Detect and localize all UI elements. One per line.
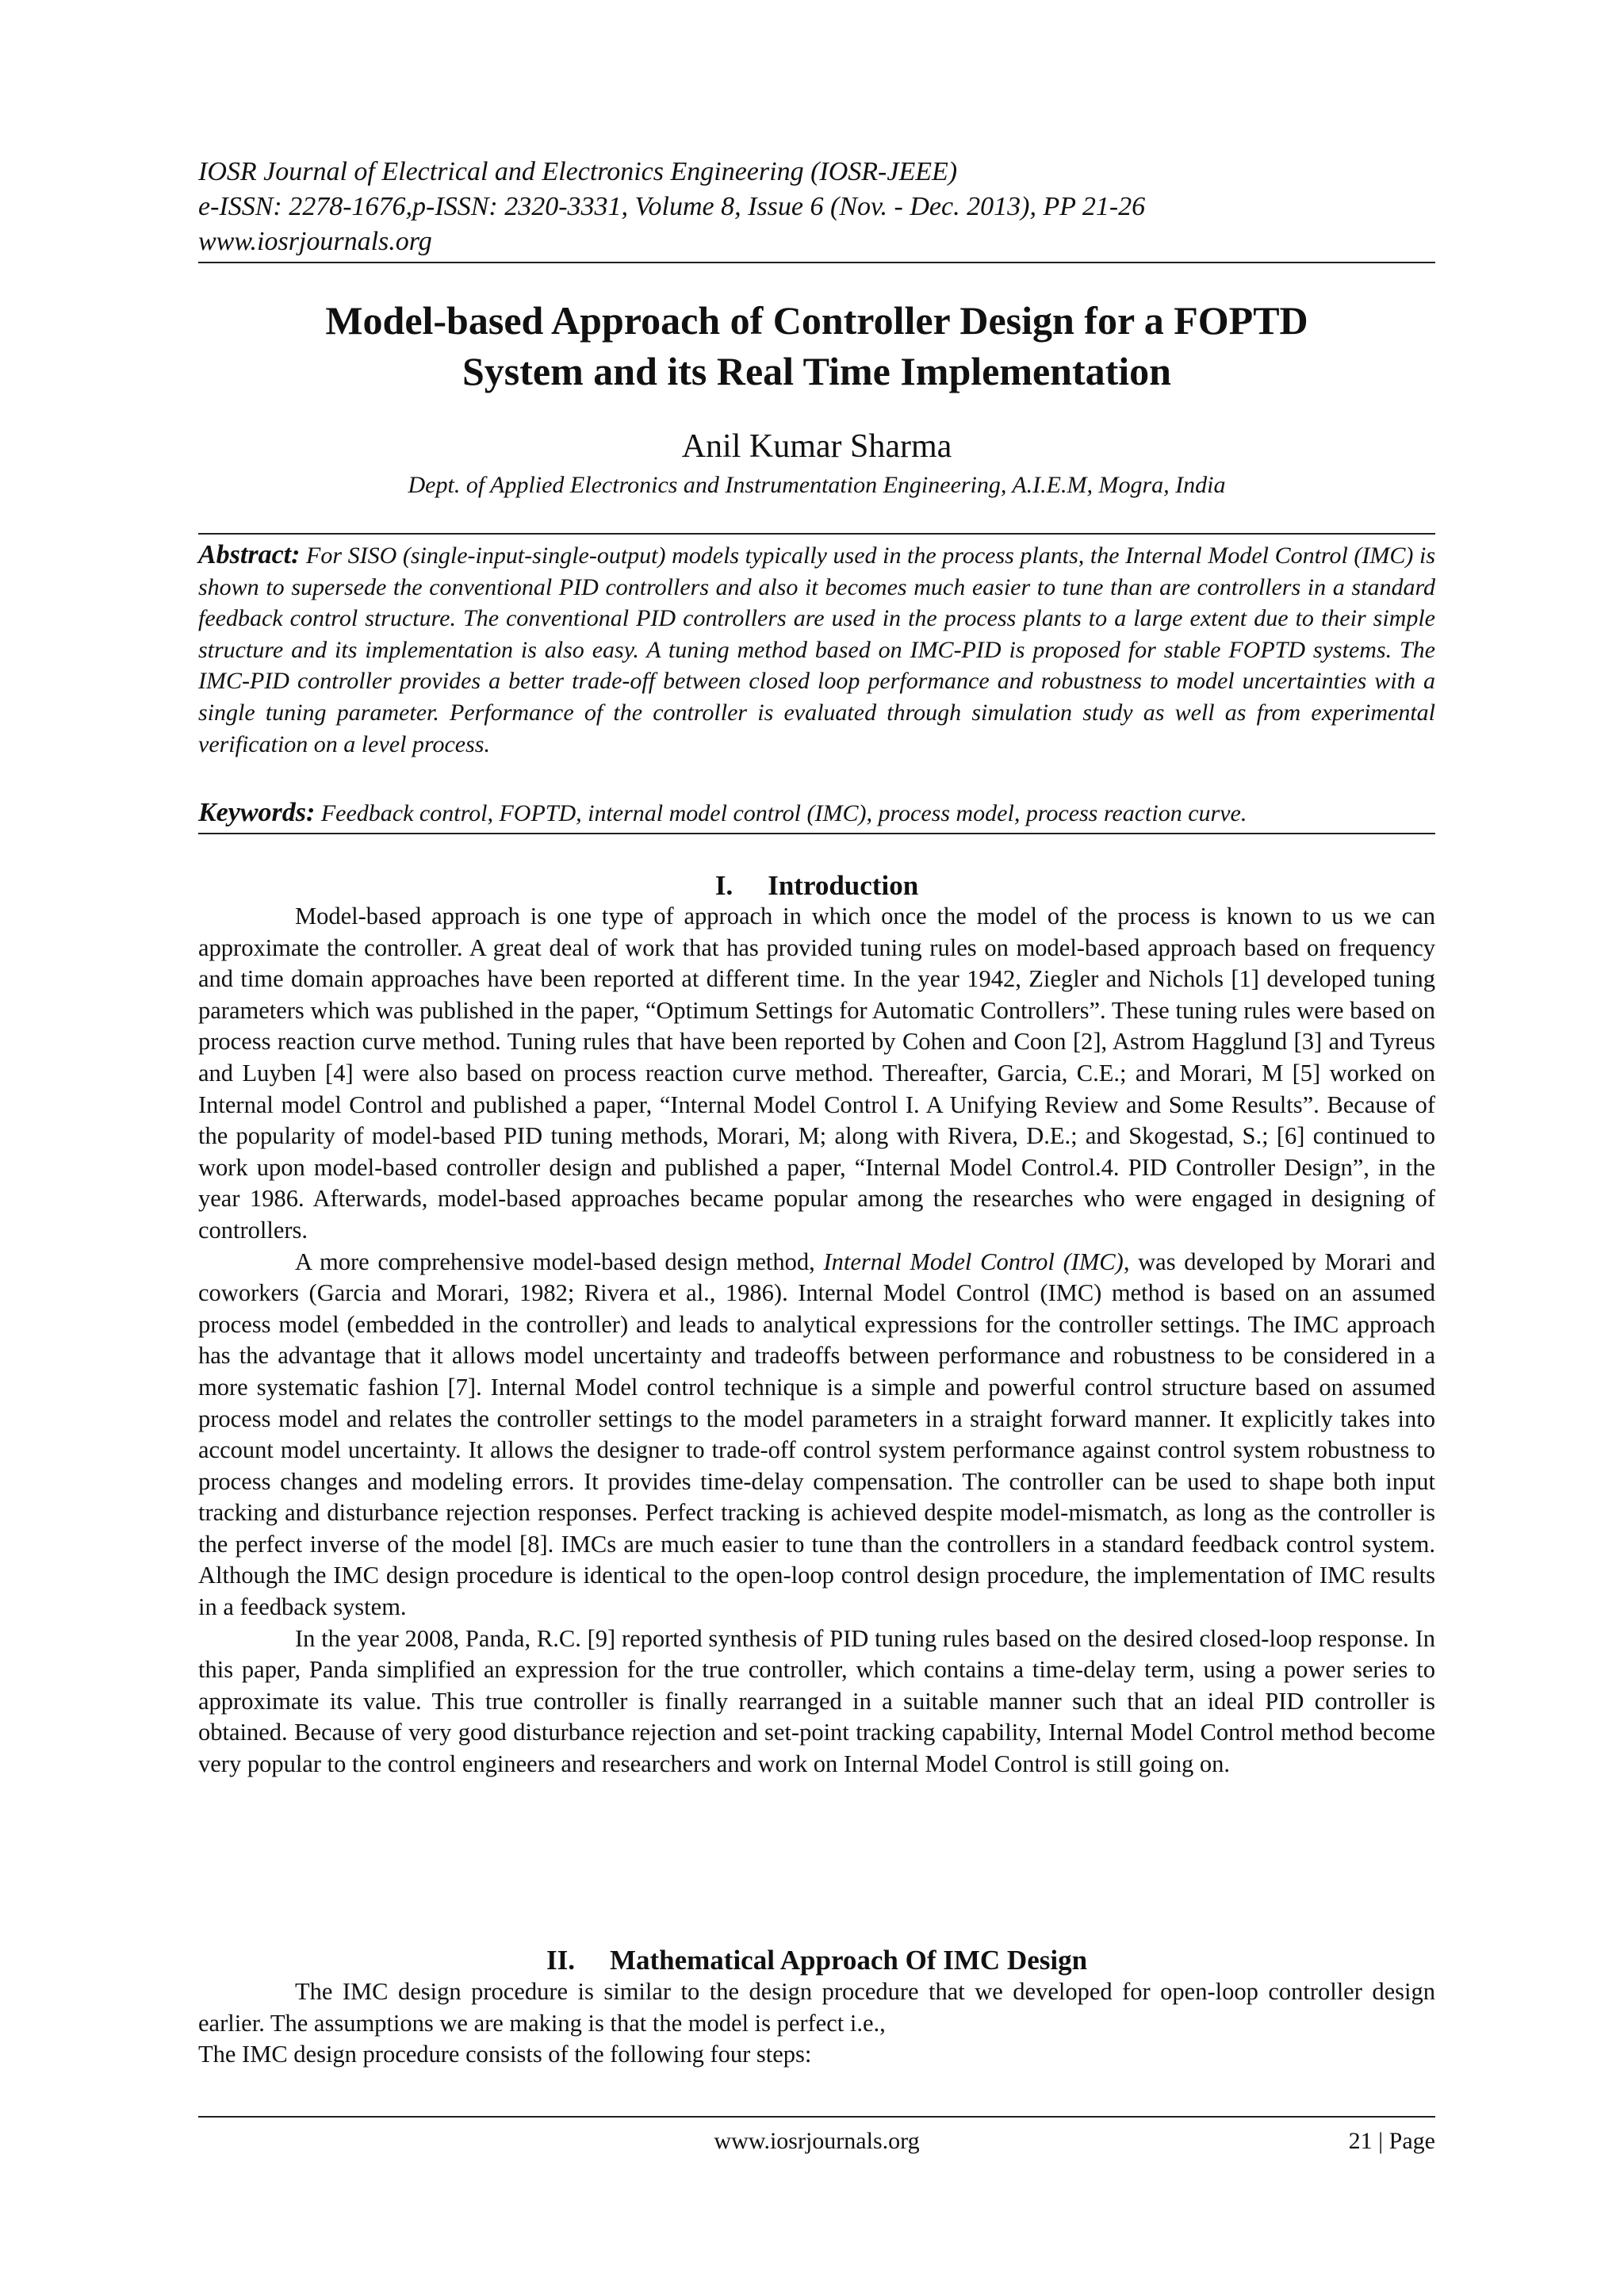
title-line-2: System and its Real Time Implementation: [462, 349, 1171, 393]
issn-line: e-ISSN: 2278-1676,p-ISSN: 2320-3331, Volume 8, Issue 6 (Nov. - Dec. 2013), PP 21-26: [198, 192, 1146, 221]
section-title: Mathematical Approach Of IMC Design: [609, 1945, 1088, 1976]
section2-body: [198, 1976, 1435, 2071]
abstract: [198, 539, 1435, 760]
header-rule: [198, 262, 1435, 263]
author-name: Anil Kumar Sharma: [681, 428, 952, 465]
title-line-1: Model-based Approach of Controller Design for a FOPTD: [325, 298, 1308, 343]
paper-page: [198, 0, 1435, 2296]
paragraph: Model-based approach is one type of approach in which once the model of the process is known to us we can approximate the controller. A great deal of work that has provided tuning rules on model-based approach based on frequency and time domain approaches have been reported at different time. In the year 1942, Ziegler and Nichols [1] developed tuning parameters which was published in the paper, “Optimum Settings for Automatic Controllers”. These tuning rules were based on process reaction curve method. Tuning rules that have been reported by Cohen and Coon [2], Astrom Hagglund [3] and Tyreus and Luyben [4] were also based on process reaction curve method. Thereafter, Garcia, C.E.; and Morari, M [5] worked on Internal model Control and published a paper, “Internal Model Control I. A Unifying Review and Some Results”. Because of the popularity of model-based PID tuning methods, Morari, M; along with Rivera, D.E.; and Skogestad, S.; [6] continued to work upon model-based controller design and published a paper, “Internal Model Control.4. PID Controller Design”, in the year 1986. Afterwards, model-based approaches became popular among the researches who were engaged in designing of controllers.: [198, 903, 1435, 1244]
journal-website: www.iosrjournals.org: [198, 227, 432, 256]
footer-rule: [198, 2116, 1435, 2118]
abstract-label: Abstract:: [198, 540, 301, 569]
introduction-body: [198, 901, 1435, 1780]
keywords-label: Keywords:: [198, 798, 316, 827]
abstract-bottom-rule: [198, 833, 1435, 834]
emphasis-text: Internal Model Control (IMC): [823, 1248, 1124, 1275]
section-title: Introduction: [768, 870, 919, 901]
section-number: I.: [714, 870, 733, 901]
journal-header: [198, 155, 1435, 259]
section-heading-mathematical-approach: [198, 1944, 1435, 1977]
abstract-text: For SISO (single-input-single-output) models typically used in the process plants, the Internal Model Control (IMC) is shown to supersede the conventional PID controllers and also it becomes much easier to tune than are controllers in a standard feedback control structure. The conventional PID controllers are used in the process plants to a large extent due to their simple structure and its implementation is also easy. A tuning method based on IMC-PID is proposed for stable FOPTD systems. The IMC-PID controller provides a better trade-off between closed loop performance and robustness to model uncertainties with a single tuning parameter. Performance of the controller is evaluated through simulation study as well as from experimental verification on a level process.: [198, 542, 1435, 757]
keywords: [198, 797, 1435, 830]
abstract-top-rule: [198, 533, 1435, 535]
page-footer: [198, 2125, 1435, 2165]
section-heading-introduction: [198, 869, 1435, 903]
paragraph: In the year 2008, Panda, R.C. [9] reported synthesis of PID tuning rules based on the desired closed-loop response. In this paper, Panda simplified an expression for the true controller, which contains a time-delay term, using a power series to approximate its value. This true controller is finally rearranged in a suitable manner such that an ideal PID controller is obtained. Because of very good disturbance rejection and set-point tracking capability, Internal Model Control method become very popular to the control engineers and researchers and work on Internal Model Control is still going on.: [198, 1624, 1435, 1778]
paragraph: The IMC design procedure is similar to the design procedure that we developed for open-loop controller design earlier. The assumptions we are making is that the model is perfect i.e.,: [198, 1978, 1435, 2037]
keywords-text: Feedback control, FOPTD, internal model control (IMC), process model, process reaction curve.: [320, 800, 1247, 826]
paragraph: A more comprehensive model-based design method, Internal Model Control (IMC), was developed by Morari and coworkers (Garcia and Morari, 1982; Rivera et al., 1986). Internal Model Control (IMC) method is based on an assumed process model (embedded in the controller) and leads to analytical expressions for the controller settings. The IMC approach has the advantage that it allows model uncertainty and tradeoffs between performance and robustness to be considered in a more systematic fashion [7]. Internal Model control technique is a simple and powerful control structure based on assumed process model and relates the controller settings to the model parameters in a straight forward manner. It explicitly takes into account model uncertainty. It allows the designer to trade-off control system performance against control system robustness to process changes and modeling errors. It provides time-delay compensation. The controller can be used to shape both input tracking and disturbance rejection responses. Perfect tracking is achieved despite model-mismatch, as long as the controller is the perfect inverse of the model [8]. IMCs are much easier to tune than the controllers in a standard feedback control system. Although the IMC design procedure is identical to the open-loop control design procedure, the implementation of IMC results in a feedback system.: [198, 1248, 1435, 1621]
page-number: 21 | Page: [1348, 2128, 1435, 2154]
section-number: II.: [546, 1945, 575, 1976]
footer-url: www.iosrjournals.org: [714, 2128, 920, 2154]
journal-name: IOSR Journal of Electrical and Electronics Engineering (IOSR-JEEE): [198, 157, 958, 186]
paper-title: [198, 295, 1435, 397]
author-affiliation: Dept. of Applied Electronics and Instrumentation Engineering, A.I.E.M, Mogra, India: [408, 472, 1226, 498]
paragraph: The IMC design procedure consists of the following four steps:: [198, 2041, 812, 2068]
